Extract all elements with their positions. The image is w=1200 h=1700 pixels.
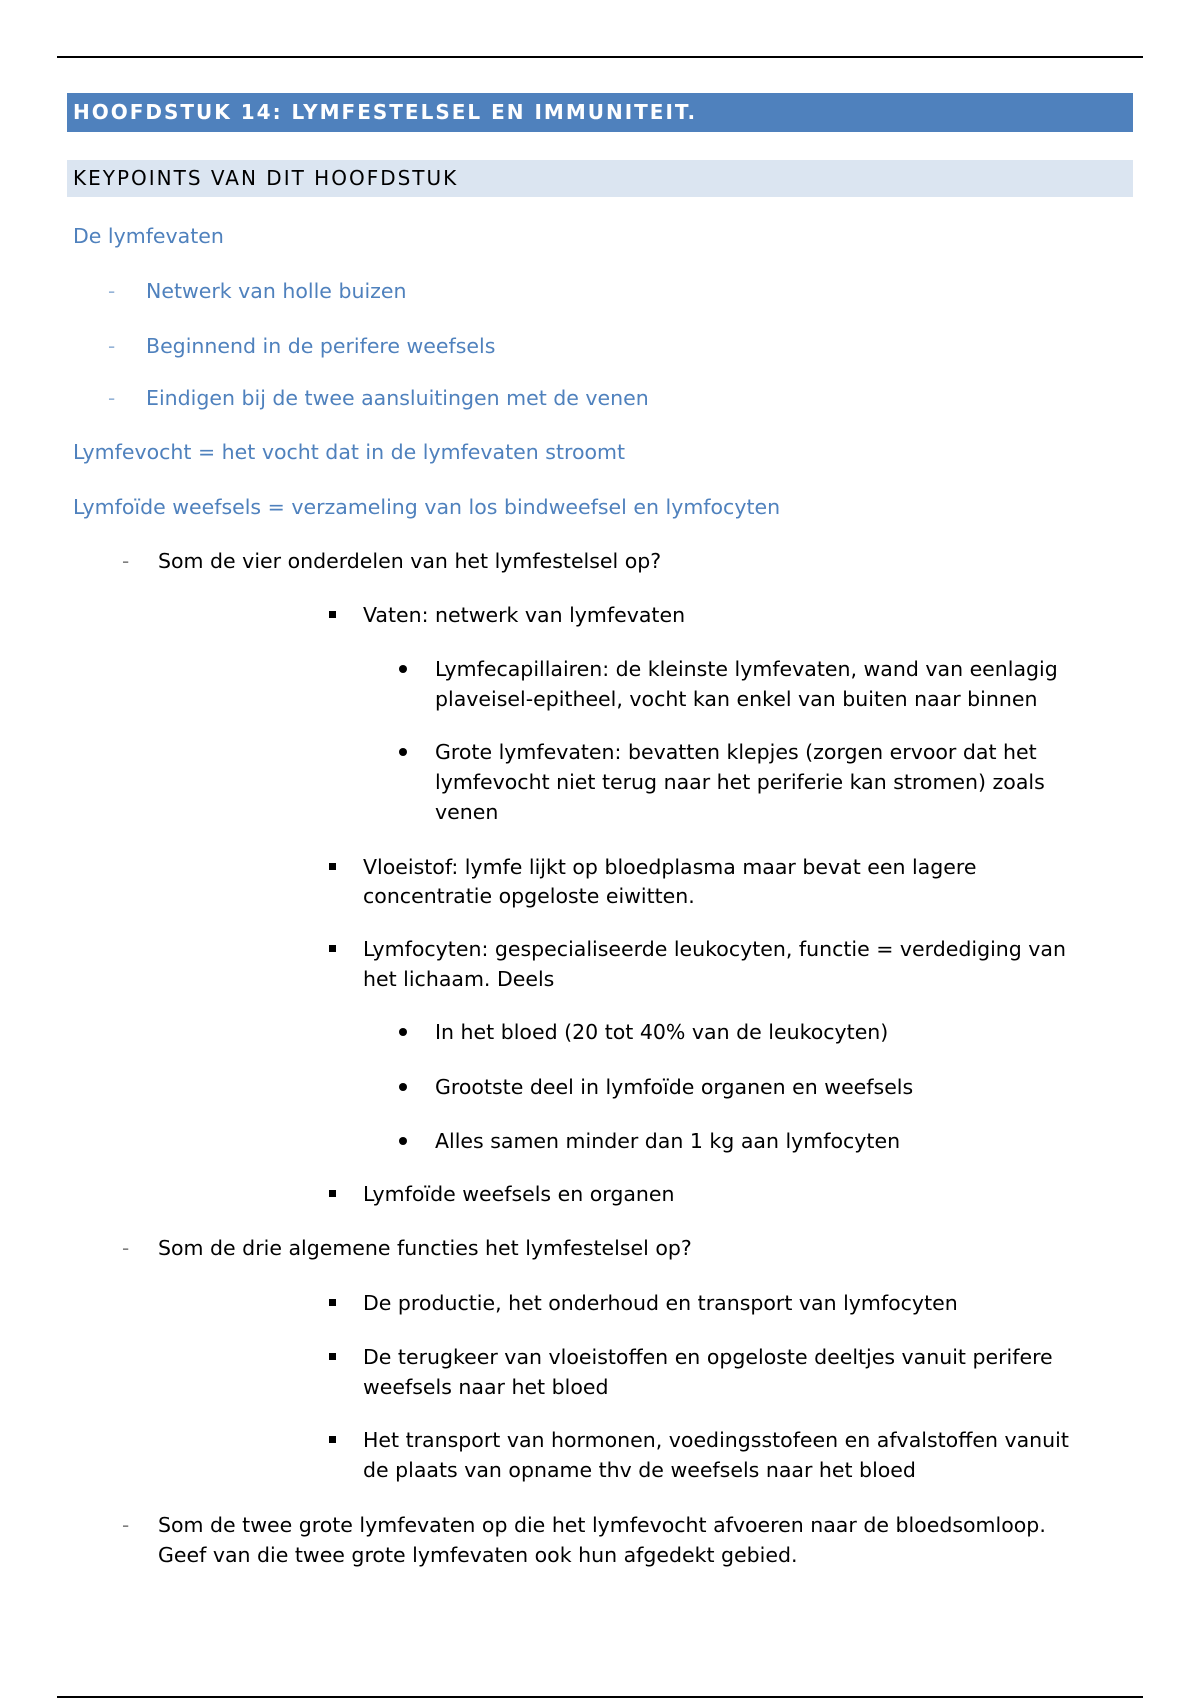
- round-bullet: [399, 665, 407, 673]
- list-marker: -: [122, 1513, 130, 1537]
- question-2: Som de drie algemene functies het lymfestelsel op?: [158, 1236, 692, 1260]
- list-item: In het bloed (20 tot 40% van de leukocyten): [435, 1020, 889, 1044]
- list-item: Grote lymfevaten: bevatten klepjes (zorgen ervoor dat het: [435, 740, 1037, 764]
- list-marker: -: [108, 386, 116, 410]
- chapter-title: HOOFDSTUK 14: LYMFESTELSEL EN IMMUNITEIT.: [67, 93, 1133, 132]
- list-item: Het transport van hormonen, voedingsstofeen en afvalstoffen vanuit: [363, 1428, 1069, 1452]
- list-item: Beginnend in de perifere weefsels: [146, 334, 496, 358]
- list-item: Lymfecapillairen: de kleinste lymfevaten, wand van eenlagig: [435, 657, 1058, 681]
- round-bullet: [399, 1028, 407, 1036]
- list-item: Lymfoïde weefsels en organen: [363, 1182, 675, 1206]
- list-item-continued: venen: [435, 800, 499, 824]
- list-item: Netwerk van holle buizen: [146, 279, 407, 303]
- list-item-continued: de plaats van opname thv de weefsels naar het bloed: [363, 1458, 916, 1482]
- square-bullet: [329, 1436, 336, 1443]
- square-bullet: [329, 1190, 336, 1197]
- lymfevaten-heading: De lymfevaten: [73, 224, 224, 248]
- list-item: Vloeistof: lymfe lijkt op bloedplasma maar bevat een lagere: [363, 855, 977, 879]
- square-bullet: [329, 1299, 336, 1306]
- list-marker: -: [108, 279, 116, 303]
- list-item: Eindigen bij de twee aansluitingen met de venen: [146, 386, 649, 410]
- section-title: KEYPOINTS VAN DIT HOOFDSTUK: [67, 160, 1133, 197]
- question-3-continued: Geef van die twee grote lymfevaten ook hun afgedekt gebied.: [158, 1543, 798, 1567]
- definition-lymfoide-weefsels: Lymfoïde weefsels = verzameling van los bindweefsel en lymfocyten: [73, 495, 781, 519]
- round-bullet: [399, 1137, 407, 1145]
- round-bullet: [399, 1083, 407, 1091]
- list-item-continued: plaveisel-epitheel, vocht kan enkel van buiten naar binnen: [435, 687, 1038, 711]
- list-item: Lymfocyten: gespecialiseerde leukocyten, functie = verdediging van: [363, 937, 1066, 961]
- list-item-continued: weefsels naar het bloed: [363, 1375, 609, 1399]
- list-marker: -: [108, 334, 116, 358]
- list-item-continued: het lichaam. Deels: [363, 967, 555, 991]
- list-item: Alles samen minder dan 1 kg aan lymfocyten: [435, 1129, 901, 1153]
- list-item: Vaten: netwerk van lymfevaten: [363, 603, 686, 627]
- square-bullet: [329, 945, 336, 952]
- square-bullet: [329, 863, 336, 870]
- list-item: De terugkeer van vloeistoffen en opgeloste deeltjes vanuit perifere: [363, 1345, 1053, 1369]
- list-item-continued: lymfevocht niet terug naar het periferie kan stromen) zoals: [435, 770, 1045, 794]
- list-item-continued: concentratie opgeloste eiwitten.: [363, 884, 695, 908]
- list-marker: -: [122, 1236, 130, 1260]
- list-marker: -: [122, 549, 130, 573]
- header-rule: [57, 56, 1143, 58]
- round-bullet: [399, 748, 407, 756]
- list-item: De productie, het onderhoud en transport van lymfocyten: [363, 1291, 958, 1315]
- question-1: Som de vier onderdelen van het lymfestelsel op?: [158, 549, 662, 573]
- question-3: Som de twee grote lymfevaten op die het lymfevocht afvoeren naar de bloedsomloop.: [158, 1513, 1046, 1537]
- square-bullet: [329, 611, 336, 618]
- definition-lymfevocht: Lymfevocht = het vocht dat in de lymfevaten stroomt: [73, 440, 626, 464]
- footer-rule: [57, 1696, 1143, 1698]
- square-bullet: [329, 1353, 336, 1360]
- list-item: Grootste deel in lymfoïde organen en weefsels: [435, 1075, 914, 1099]
